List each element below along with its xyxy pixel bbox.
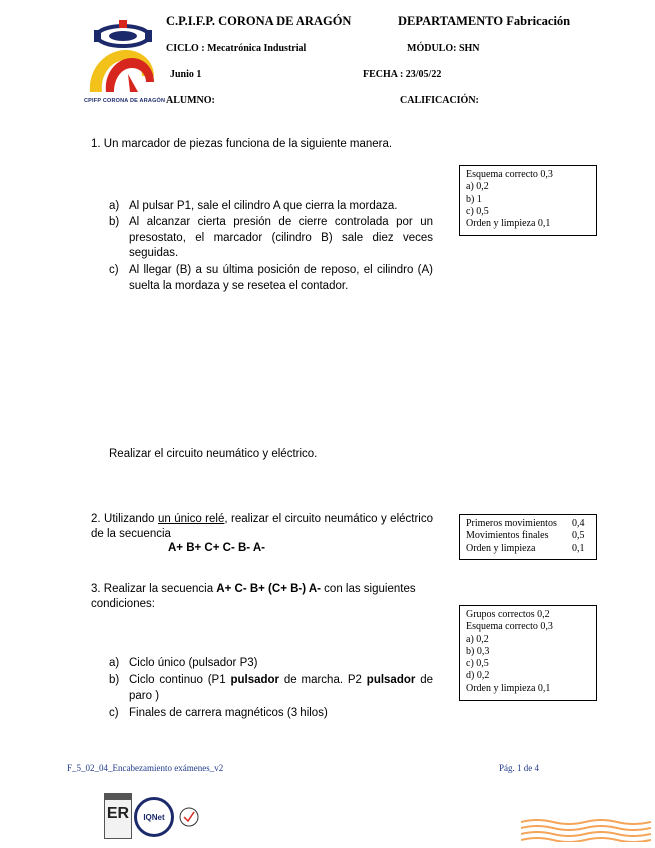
item-label: b): [109, 674, 120, 686]
score-label: Movimientos finales: [466, 530, 549, 542]
q2-scoring-box: [459, 514, 597, 560]
q1-item-b: [109, 215, 433, 262]
q3-text: [91, 582, 433, 612]
school-logo-icon: [84, 18, 162, 98]
q3-item-b: [109, 673, 433, 704]
department: DEPARTAMENTO Fabricación: [398, 14, 571, 28]
score-label: Primeros movimientos: [466, 518, 557, 529]
q1-task: Realizar el circuito neumático y eléctrico.: [109, 448, 318, 460]
q2-score-row: [466, 518, 590, 530]
q3-score-line: c) 0,5: [466, 658, 489, 670]
q2-sequence: A+ B+ C+ C- B- A-: [168, 542, 266, 554]
q1-intro: 1. Un marcador de piezas funciona de la siguiente manera.: [91, 138, 393, 150]
school-name: C.P.I.F.P. CORONA DE ARAGÓN: [166, 14, 352, 28]
q2-score-row: [466, 530, 590, 542]
item-text: de marcha. P2: [279, 674, 367, 686]
item-text: Ciclo único (pulsador P3): [129, 657, 258, 669]
quality-seal-icon: [178, 805, 200, 829]
q1-score-line: Orden y limpieza 0,1: [466, 218, 551, 230]
q3-score-line: Grupos correctos 0,2: [466, 609, 550, 620]
q3-sequence: A+ C- B+ (C+ B-) A-: [216, 583, 321, 595]
item-text: Finales de carrera magnéticos (3 hilos): [129, 707, 328, 719]
q1-score-line: b) 1: [466, 193, 482, 205]
decorative-stripes: [521, 818, 651, 842]
q1-score-line: Esquema correcto 0,3: [466, 169, 553, 180]
cycle-field: CICLO : Mecatrónica Industrial: [166, 43, 307, 54]
q2-underlined: un único relé: [158, 513, 225, 525]
q3-score-line: Esquema correcto 0,3: [466, 621, 553, 633]
item-label: b): [109, 216, 120, 228]
date-field: FECHA : 23/05/22: [363, 69, 442, 80]
item-label: a): [109, 200, 120, 212]
score-value: 0,5: [572, 530, 585, 542]
item-text: Al pulsar P1, sale el cilindro A que cierra la mordaza.: [129, 200, 398, 212]
item-bold: pulsador: [230, 674, 280, 686]
q2-text: [91, 512, 433, 542]
er-cert-mark: ER: [106, 805, 130, 822]
q3-score-line: a) 0,2: [466, 633, 489, 645]
iqnet-text: IQNet: [143, 812, 165, 822]
score-value: 0,4: [572, 518, 585, 529]
q3-score-line: b) 0,3: [466, 645, 490, 657]
q3-text-before: 3. Realizar la secuencia: [91, 583, 217, 595]
iqnet-logo: [134, 797, 174, 837]
logo-caption: CPIFP CORONA DE ARAGÓN: [84, 98, 166, 104]
q3-item-c: [109, 706, 433, 722]
page-number: Pág. 1 de 4: [499, 763, 539, 773]
module-field: MÓDULO: SHN: [407, 43, 480, 54]
q1-score-line: c) 0,5: [466, 205, 489, 217]
er-cert-logo: [104, 793, 132, 839]
q2-score-row: [466, 543, 590, 555]
doc-code: F_5_02_04_Encabezamiento exámenes_v2: [67, 763, 224, 773]
item-bold: pulsador: [366, 674, 416, 686]
grade-field: CALIFICACIÓN:: [400, 95, 479, 106]
q3-item-a: [109, 656, 433, 672]
score-label: Orden y limpieza: [466, 542, 536, 554]
score-value: 0,1: [572, 542, 585, 554]
q1-score-line: a) 0,2: [466, 181, 489, 193]
q1-scoring-box: [459, 165, 597, 236]
session-field: Junio 1: [170, 69, 202, 80]
q2-text-after: , realizar el circuito neumático y eléctrico de la secuencia: [91, 513, 433, 540]
q2-text-before: 2. Utilizando: [91, 513, 158, 525]
q1-item-c: [109, 263, 433, 294]
certification-logos: [104, 793, 204, 839]
school-logo: [84, 18, 166, 106]
item-text: Ciclo continuo (P1: [129, 674, 231, 686]
item-label: c): [109, 264, 119, 276]
q3-score-line: d) 0,2: [466, 670, 490, 682]
item-label: a): [109, 657, 120, 669]
item-text: Al alcanzar cierta presión de cierre controlada por un presostato, el marcador (cilindro B) sale diez veces seguidas.: [129, 216, 433, 259]
item-label: c): [109, 707, 119, 719]
q3-text-after: con las siguientes condiciones:: [91, 583, 416, 610]
q3-score-line: Orden y limpieza 0,1: [466, 682, 551, 694]
q1-item-a: [109, 199, 433, 215]
item-text: Al llegar (B) a su última posición de reposo, el cilindro (A) suelta la mordaza y se resetea el contador.: [129, 264, 433, 292]
item-text: de paro ): [129, 674, 433, 702]
q3-scoring-box: [459, 605, 597, 701]
student-field: ALUMNO:: [166, 95, 215, 106]
